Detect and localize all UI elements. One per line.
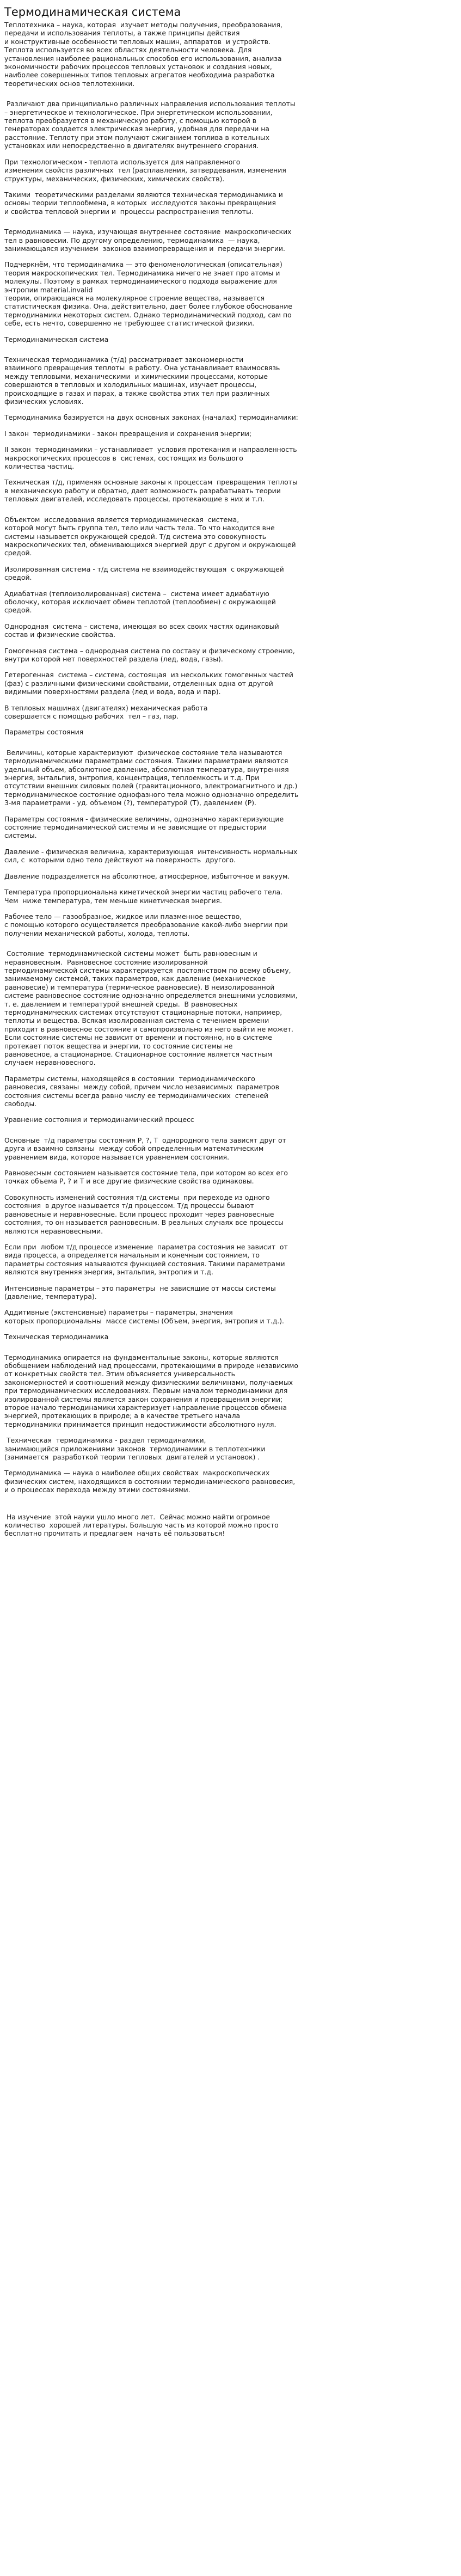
paragraph: Техническая термодинамика (т/д) рассматривает закономерности взаимного превращения теплоты в работу. Она устанавливает взаимосвязь между тепловыми, механическими и химическими процессами, которые совершаются в тепловых и холодильных машинах, изучает процессы, происходящие в газах и парах, а также свойства этих тел при различных физических условиях. xyxy=(4,355,280,406)
paragraph: Уравнение состояния и термодинамический процесс xyxy=(4,1115,194,1124)
paragraph: Давление - физическая величина, характеризующая интенсивность нормальных сил, с которыми одно тело действуют на поверхность другого. xyxy=(4,847,298,864)
paragraph: Гомогенная система – однородная система по составу и физическому строению, внутри которой нет поверхностей раздела (лед, вода, газы). xyxy=(4,646,295,663)
paragraph: Аддитивные (экстенсивные) параметры – параметры, значения которых пропорциональны массе системы (Объем, энергия, энтропия и т.д.). xyxy=(4,1308,284,1325)
paragraph: При технологическом - теплота используется для направленного изменения свойств различных тел (расплавления, затвердевания, изменения структуры, механических, физических, химических свойств). xyxy=(4,157,286,183)
paragraph: Параметры состояния - физические величины, однозначно характеризующие состояние термодинамической системы и не зависящие от предыстории системы. xyxy=(4,814,284,840)
paragraph: Давление подразделяется на абсолютное, атмосферное, избыточное и вакуум. xyxy=(4,872,290,880)
paragraph: Основные т/д параметры состояния Р, ?, Т однородного тела зависят друг от друга и взаимно связаны между собой определенным математическим уравнением вида, которое называется уравнением состояния. xyxy=(4,1136,286,1161)
paragraph: Техническая т/д, применяя основные законы к процессам превращения теплоты в механическую работу и обратно, дает возможность разрабатывать теории тепловых двигателей, исследовать процессы, протекающие в них и т.п. xyxy=(4,478,298,504)
paragraph: Температура пропорциональна кинетической энергии частиц рабочего тела. Чем ниже температура, тем меньше кинетическая энергия. xyxy=(4,888,282,905)
paragraph: Различают два принципиально различных направления использования теплоты – энергетическое и технологическое. При энергетическом использовании, теплота преобразуется в механическую работу, с помощью которой в генераторах создается электрическая энергия, удобная для передачи на расстояние. Теплоту при этом получают сжиганием топлива в котельных установках или непосредственно в двигателях внутреннего сгорания. xyxy=(4,100,296,150)
paragraph: Адиабатная (теплоизолированная) система – система имеет адиабатную оболочку, которая исключает обмен теплотой (теплообмен) с окружающей средой. xyxy=(4,589,276,615)
paragraph: Термодинамика опирается на фундаментальные законы, которые являются обобщением наблюдений над процессами, протекающими в природе независимо от конкретных свойств тел. Этим объясняется универсальность закономерностей и соотношений между физическими величинами, получаемых при термодинамических исследованиях. Первым началом термодинамики для изолированной системы является закон сохранения и превращения энергии; второе начало термодинамики характеризует направление процессов обмена энергией, протекающих в природе; а в качестве третьего начала термодинамики принимается принцип недостижимости абсолютного нуля. xyxy=(4,1353,298,1428)
paragraph: Термодинамика — наука о наиболее общих свойствах макроскопических физических систем, находящихся в состоянии термодинамического равновесия, и о процессах перехода между этими состояниями. xyxy=(4,1469,296,1494)
paragraph: I закон термодинамики - закон превращения и сохранения энергии; xyxy=(4,429,252,438)
paragraph: Если при любом т/д процессе изменение параметра состояния не зависит от вида процесса, а определяется начальным и конечным состоянием, то параметры состояния называются функцией состояния. Такими параметрами являются внутренняя энергия, энтальпия, энтропия и т.д. xyxy=(4,1242,288,1277)
paragraph: Параметры системы, находящейся в состоянии термодинамического равновесия, связаны между собой, причем число независимых параметров состояния системы всегда равно числу ее термодинамических степеней свободы. xyxy=(4,1074,280,1108)
paragraph: Подчеркнём, что термодинамика — это феноменологическая (описательная) теория макроскопических тел. Термодинамика ничего не знает про атомы и молекулы. Поэтому в рамках термодинамического подхода выражение для энтропии material.invalid теории, опирающаяся на молекулярное строение вещества, называется статистическая физика. Она, действительно, дает более глубокое обоснование термодинамики некоторых систем. Однако термодинамический подход, сам по себе, есть нечто, совершенно не требующее статистической физики. xyxy=(4,260,292,328)
paragraph: Техническая термодинамика xyxy=(4,1333,109,1341)
paragraph: Интенсивные параметры – это параметры не зависящие от массы системы (давление, температура). xyxy=(4,1284,276,1301)
paragraph: На изучение этой науки ушло много лет. Сейчас можно найти огромное количество хорошей литературы. Большую часть из которой можно просто бесплатно прочитать и предлагаем начать её пользоваться! xyxy=(4,1512,279,1538)
document-body xyxy=(4,21,457,1538)
paragraph: Однородная система – система, имеющая во всех своих частях одинаковый состав и физические свойства. xyxy=(4,622,279,639)
paragraph: Состояние термодинамической системы может быть равновесным и неравновесным. Равновесное состояние изолированной термодинамической системы характеризуется постоянством по всему объему, занимаемому системой, таких параметров, как давление (механическое равновесие) и температура (термическое равновесие). В неизолированной системе равновесное состояние однозначно определяется внешними условиями, т. е. давлением и температурой внешней среды. В равновесных термодинамических системах отсутствуют стационарные потоки, например, теплоты и вещества. Всякая изолированная система с течением времени приходит в равновесное состояние и самопроизвольно из него выйти не может. Если состояние системы не зависит от времени и постоянно, но в системе протекает поток вещества и энергии, то состояние системы не равновесное, а стационарное. Стационарное состояние является частным случаем неравновесного. xyxy=(4,949,298,1067)
paragraph: Величины, которые характеризуют физическое состояние тела называются термодинамическими параметрами состояния. Такими параметрами являются удельный объем, абсолютное давление, абсолютная температура, внутренняя энергия, энтальпия, энтропия, концентрация, теплоемкость и т.д. При отсутствии внешних силовых полей (гравитационного, электромагнитного и др.) термодинамическое состояние однофазного тела можно однозначно определить 3-мя параметрами - уд. объемом (?), температурой (Т), давлением (Р). xyxy=(4,748,299,807)
paragraph: Гетерогенная система – система, состоящая из нескольких гомогенных частей (фаз) с различными физическими свойствами, отделенных одна от другой видимыми поверхностями раздела (лед и вода, вода и пар). xyxy=(4,671,293,696)
paragraph: В тепловых машинах (двигателях) механическая работа совершается с помощью рабочих тел – газ, пар. xyxy=(4,703,208,720)
paragraph: II закон термодинамики – устанавливает условия протекания и направленность макроскопических процессов в системах, состоящих из большого количества частиц. xyxy=(4,445,297,471)
paragraph: Совокупность изменений состояния т/д системы при переходе из одного состояния в другое называется т/д процессом. Т/д процессы бывают равновесные и неравновесные. Если процесс проходит через равновесные состояния, то он называется равновесным. В реальных случаях все процессы являются неравновесными. xyxy=(4,1193,284,1235)
paragraph: Рабочее тело — газообразное, жидкое или плазменное вещество, с помощью которого осуществляется преобразование какой-либо энергии при получении механической работы, холода, теплоты. xyxy=(4,912,288,937)
paragraph: Такими теоретическими разделами являются техническая термодинамика и основы теории теплообмена, в которых исследуются законы превращения и свойства тепловой энергии и процессы распространения теплоты. xyxy=(4,190,283,216)
paragraph: Теплотехника – наука, которая изучает методы получения, преобразования, передачи и использования теплоты, а также принципы действия и конструктивные особенности тепловых машин, аппаратов и устройств. Теплота используется во всех областях деятельности человека. Для установления наиболее рациональных способов его использования, анализа экономичности рабочих процессов тепловых установок и создания новых, наиболее совершенных типов тепловых агрегатов необходима разработка теоретических основ теплотехники. xyxy=(4,21,282,88)
paragraph: Объектом исследования является термодинамическая система, которой могут быть группа тел, тело или часть тела. То что находится вне системы называется окружающей средой. Т/д система это совокупность макроскопических тел, обменивающихся энергией друг с другом и окружающей средой. xyxy=(4,515,296,557)
paragraph: Параметры состояния xyxy=(4,728,84,737)
paragraph: Равновесным состоянием называется состояние тела, при котором во всех его точках объема Р, ? и Т и все другие физические свойства одинаковы. xyxy=(4,1169,288,1186)
paragraph: Техническая термодинамика - раздел термодинамики, занимающийся приложениями законов термодинамики в теплотехники (занимается разработкой теории тепловых двигателей и установок) . xyxy=(4,1436,266,1462)
paragraph: Термодинамика — наука, изучающая внутреннее состояние макроскопических тел в равновесии. По другому определению, термодинамика — наука, занимающаяся изучением законов взаимопревращения и передачи энергии. xyxy=(4,228,292,253)
page-title: Термодинамическая система xyxy=(4,5,181,19)
paragraph: Термодинамика базируется на двух основных законах (началах) термодинамики: xyxy=(4,413,298,422)
paragraph: Изолированная система - т/д система не взаимодействующая с окружающей средой. xyxy=(4,565,284,582)
paragraph: Термодинамическая система xyxy=(4,335,109,344)
